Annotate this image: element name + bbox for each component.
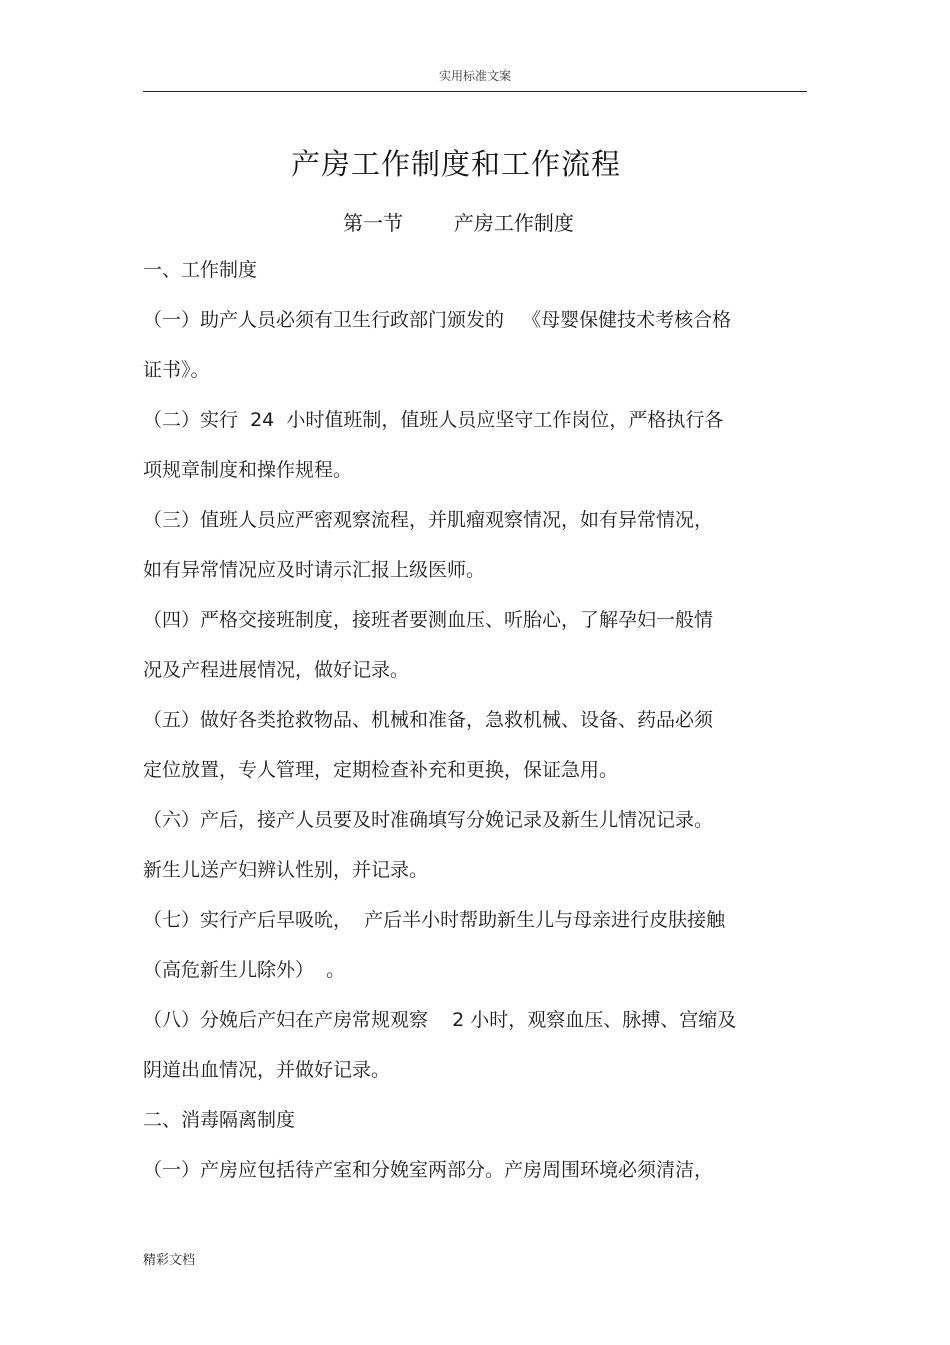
paragraph-line: （一）产房应包括待产室和分娩室两部分。产房周围环境必须清洁，	[143, 1159, 714, 1181]
paragraph-line: （一）助产人员必须有卫生行政部门颁发的 《母婴保健技术考核合格	[143, 309, 732, 331]
paragraph-line: （三）值班人员应严密观察流程，并肌瘤观察情况，如有异常情况，	[143, 509, 714, 531]
heading-disinfection-rules: 二、消毒隔离制度	[143, 1109, 296, 1131]
paragraph-line: 况及产程进展情况，做好记录。	[143, 659, 410, 681]
paragraph-line: 项规章制度和操作规程。	[143, 459, 353, 481]
paragraph-line: （高危新生儿除外） 。	[143, 959, 346, 981]
paragraph-line: （八）分娩后产妇在产房常规观察 2 小时，观察血压、脉搏、宫缩及	[143, 1009, 737, 1031]
document-title: 产房工作制度和工作流程	[290, 147, 621, 181]
header-divider	[143, 91, 807, 92]
paragraph-line: （四）严格交接班制度，接班者要测血压、听胎心，了解孕妇一般情	[143, 609, 714, 631]
paragraph-line: （七）实行产后早吸吮， 产后半小时帮助新生儿与母亲进行皮肤接触	[143, 909, 726, 931]
page-footer: 精彩文档	[143, 1253, 196, 1268]
section-title: 第一节 产房工作制度	[343, 211, 574, 235]
paragraph-line: 如有异常情况应及时请示汇报上级医师。	[143, 559, 486, 581]
paragraph-line: 阴道出血情况，并做好记录。	[143, 1059, 391, 1081]
paragraph-line: 新生儿送产妇辨认性别，并记录。	[143, 859, 429, 881]
paragraph-line: （六）产后，接产人员要及时准确填写分娩记录及新生儿情况记录。	[143, 809, 714, 831]
paragraph-line: 证书》。	[143, 359, 210, 381]
paragraph-line: （五）做好各类抢救物品、机械和准备，急救机械、设备、药品必须	[143, 709, 714, 731]
paragraph-line: （二）实行 24 小时值班制，值班人员应坚守工作岗位，严格执行各	[143, 409, 724, 431]
page-header: 实用标准文案	[438, 69, 511, 83]
heading-work-rules: 一、工作制度	[143, 259, 258, 281]
paragraph-line: 定位放置，专人管理，定期检查补充和更换，保证急用。	[143, 759, 619, 781]
